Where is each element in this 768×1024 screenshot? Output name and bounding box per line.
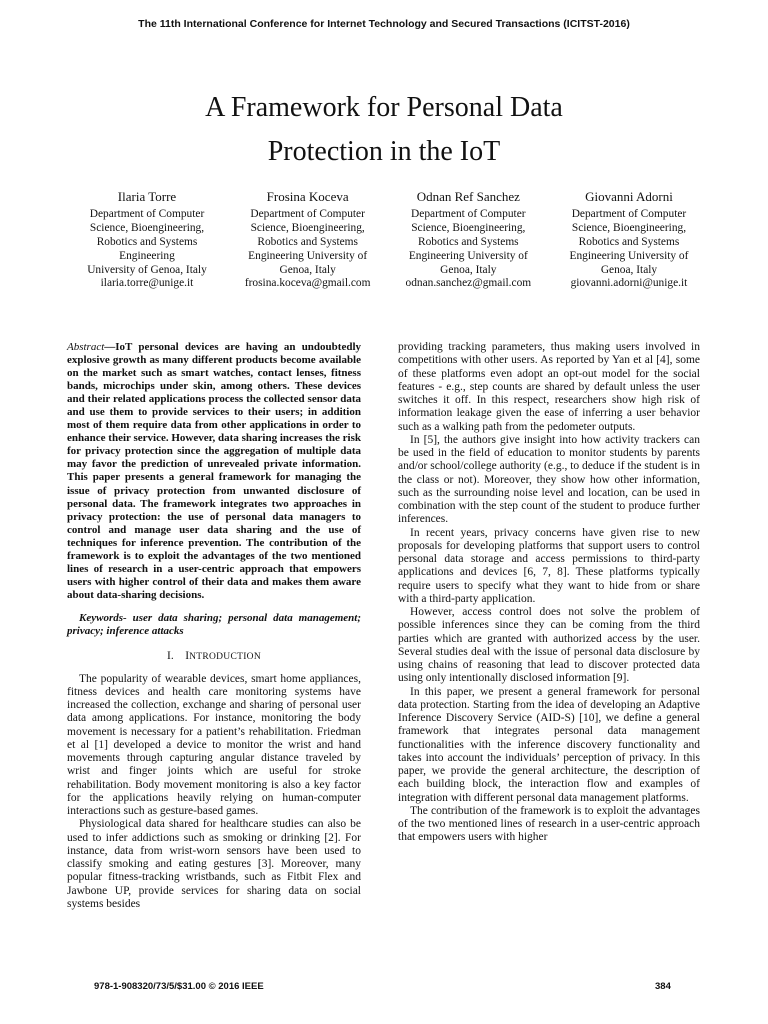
body-paragraph: The contribution of the framework is to exploit the advantages of the two mentioned lines of research in a user-centric approach that empowers users with higher: [398, 804, 700, 844]
author-name: Giovanni Adorni: [585, 189, 673, 204]
author-3: [393, 190, 543, 291]
author-4: [554, 190, 704, 291]
author-email: odnan.sanchez@gmail.com: [405, 277, 532, 290]
affiliation-line: Engineering: [119, 249, 175, 262]
author-2: [233, 190, 383, 291]
affiliation-line: Department of Computer: [571, 207, 687, 220]
author-name: Frosina Koceva: [266, 189, 349, 204]
affiliation-line: Engineering University of: [248, 249, 368, 262]
affiliation-line: Engineering University of: [569, 249, 689, 262]
affiliation-line: Department of Computer: [89, 207, 205, 220]
affiliation-line: Robotics and Systems: [96, 235, 198, 248]
footer-isbn: 978-1-908320/73/5/$31.00 © 2016 IEEE: [94, 981, 264, 992]
abstract: [67, 341, 361, 602]
author-email: giovanni.adorni@unige.it: [570, 277, 688, 290]
affiliation-line: Engineering University of: [408, 249, 528, 262]
left-column: [67, 341, 361, 911]
section-title-rest: NTRODUCTION: [189, 652, 261, 663]
section-number: I.: [167, 650, 174, 663]
keywords: Keywords- user data sharing; personal data management; privacy; inference attacks: [67, 611, 361, 638]
author-email: frosina.koceva@gmail.com: [244, 277, 371, 290]
affiliation-line: Department of Computer: [250, 207, 365, 220]
title-line-2: Protection in the IoT: [267, 136, 501, 167]
title-line-1: A Framework for Personal Data: [205, 92, 563, 123]
section-heading-introduction: [67, 650, 361, 664]
body-paragraph: providing tracking parameters, thus making users involved in competitions with other users. As reported by Yan et al [4], some of these platforms even adopt an opt-out model for the social features - e.g., step counts are shared by default unless the user switches it off. In this respect, researchers show high risk of information leakage given the ease of inferring a user behavior such as a walking path from the pedometer outputs.: [398, 341, 700, 433]
author-email: ilaria.torre@unige.it: [100, 277, 194, 290]
page-number: 384: [655, 981, 671, 992]
affiliation-line: Science, Bioengineering,: [250, 221, 365, 234]
affiliation-line: Genoa, Italy: [440, 263, 497, 276]
affiliation-line: Science, Bioengineering,: [411, 221, 526, 234]
abstract-label: Abstract: [67, 341, 105, 353]
affiliation-line: Robotics and Systems: [578, 235, 680, 248]
affiliation-line: Department of Computer: [411, 207, 526, 220]
body-paragraph: The popularity of wearable devices, smart home appliances, fitness devices and health care monitoring systems have increased the collection, exchange and sharing of personal user data among applications. For instance, monitoring the body movement is necessary for a patient’s rehabilitation. Friedman et al [1] developed a device to monitor the wrist and hand movements through capturing angular distance traveled by wrist and finger joints which are useful for stroke rehabilitation. Body movement monitoring is also a key factor for the applications heavily relying on human-computer interactions such as gesture-based games.: [67, 672, 361, 818]
paper-title: [0, 86, 768, 174]
section-title-initial: I: [185, 650, 190, 663]
body-paragraph: However, access control does not solve the problem of possible inferences since they can be coming from the third parties which are granted with authorized access by the user. Several studies deal with the issue of personal data disclosure by using chains of reasoning that lead to discover protected data using only intentionally disclosed information [9].: [398, 606, 700, 685]
body-paragraph: In recent years, privacy concerns have given rise to new proposals for developing platforms that support users to control personal data storage and access permissions to third-party applications and devices [6, 7, 8]. These platforms typically require users to specify what they want to hide from or share with a third-party application.: [398, 526, 700, 605]
body-paragraph: In [5], the authors give insight into how activity trackers can be used in the field of education to monitor students by parents and/or school/college authority (e.g., to deduce if the student is in the class or not). Moreover, they show how other information, such as the surrounding noise level and location, can be used in combination with the step count of the student to produce further inferences.: [398, 433, 700, 526]
affiliation-line: University of Genoa, Italy: [87, 263, 207, 276]
affiliation-line: Genoa, Italy: [279, 263, 336, 276]
affiliation-line: Genoa, Italy: [600, 263, 658, 276]
affiliation-line: Science, Bioengineering,: [571, 221, 687, 234]
affiliation-line: Science, Bioengineering,: [89, 221, 205, 234]
body-paragraph: Physiological data shared for healthcare studies can also be used to infer addictions such as smoking or drinking [2]. For instance, data from wrist-worn sensors have been used to classify smoking and eating gestures [3]. Moreover, many popular fitness-tracking wristbands, such as Fitbit Flex and Jawbone UP, provide services for sharing data on social systems besides: [67, 818, 361, 910]
affiliation-line: Robotics and Systems: [418, 235, 519, 248]
abstract-text: —IoT personal devices are having an undoubtedly explosive growth as many different products become available on the market such as smart watches, contact lenses, fitness bands, microchips under skin, among others. These devices and their related applications process the collected sensor data and use them to provide services to their users; in addition most of them require data from other applications in order to enhance their service. However, data sharing increases the risk for privacy protection since the aggregation of multiple data may favor the prediction of unrevealed private information. This paper presents a general framework for managing the issue of privacy protection from unwanted disclosure of personal data. The framework integrates two approaches in privacy protection: the use of personal data managers to control and manage user data sharing and the use of techniques for inference prevention. The contribution of the framework is to exploit the advantages of the two mentioned lines of research in a user-centric approach that empowers users with higher control of their data and makes them aware about data-sharing decisions.: [67, 341, 361, 601]
right-column: [398, 341, 700, 845]
body-paragraph: In this paper, we present a general framework for personal data protection. Starting from the idea of developing an Adaptive Inference Discovery Service (AID-S) [10], we define a general framework that integrates personal data management functionalities with the inference discovery functionality and takes into account the individuals’ perception of privacy. In this paper, we provide the general architecture, the description of each building block, the interaction flow and examples of integration with different personal data management platforms.: [398, 685, 700, 804]
affiliation-line: Robotics and Systems: [257, 235, 358, 248]
author-name: Ilaria Torre: [117, 189, 177, 204]
author-name: Odnan Ref Sanchez: [416, 189, 520, 204]
conference-header: The 11th International Conference for Internet Technology and Secured Transactions (ICITST-2016): [138, 18, 630, 30]
author-1: [72, 190, 222, 291]
author-block: [72, 190, 704, 291]
